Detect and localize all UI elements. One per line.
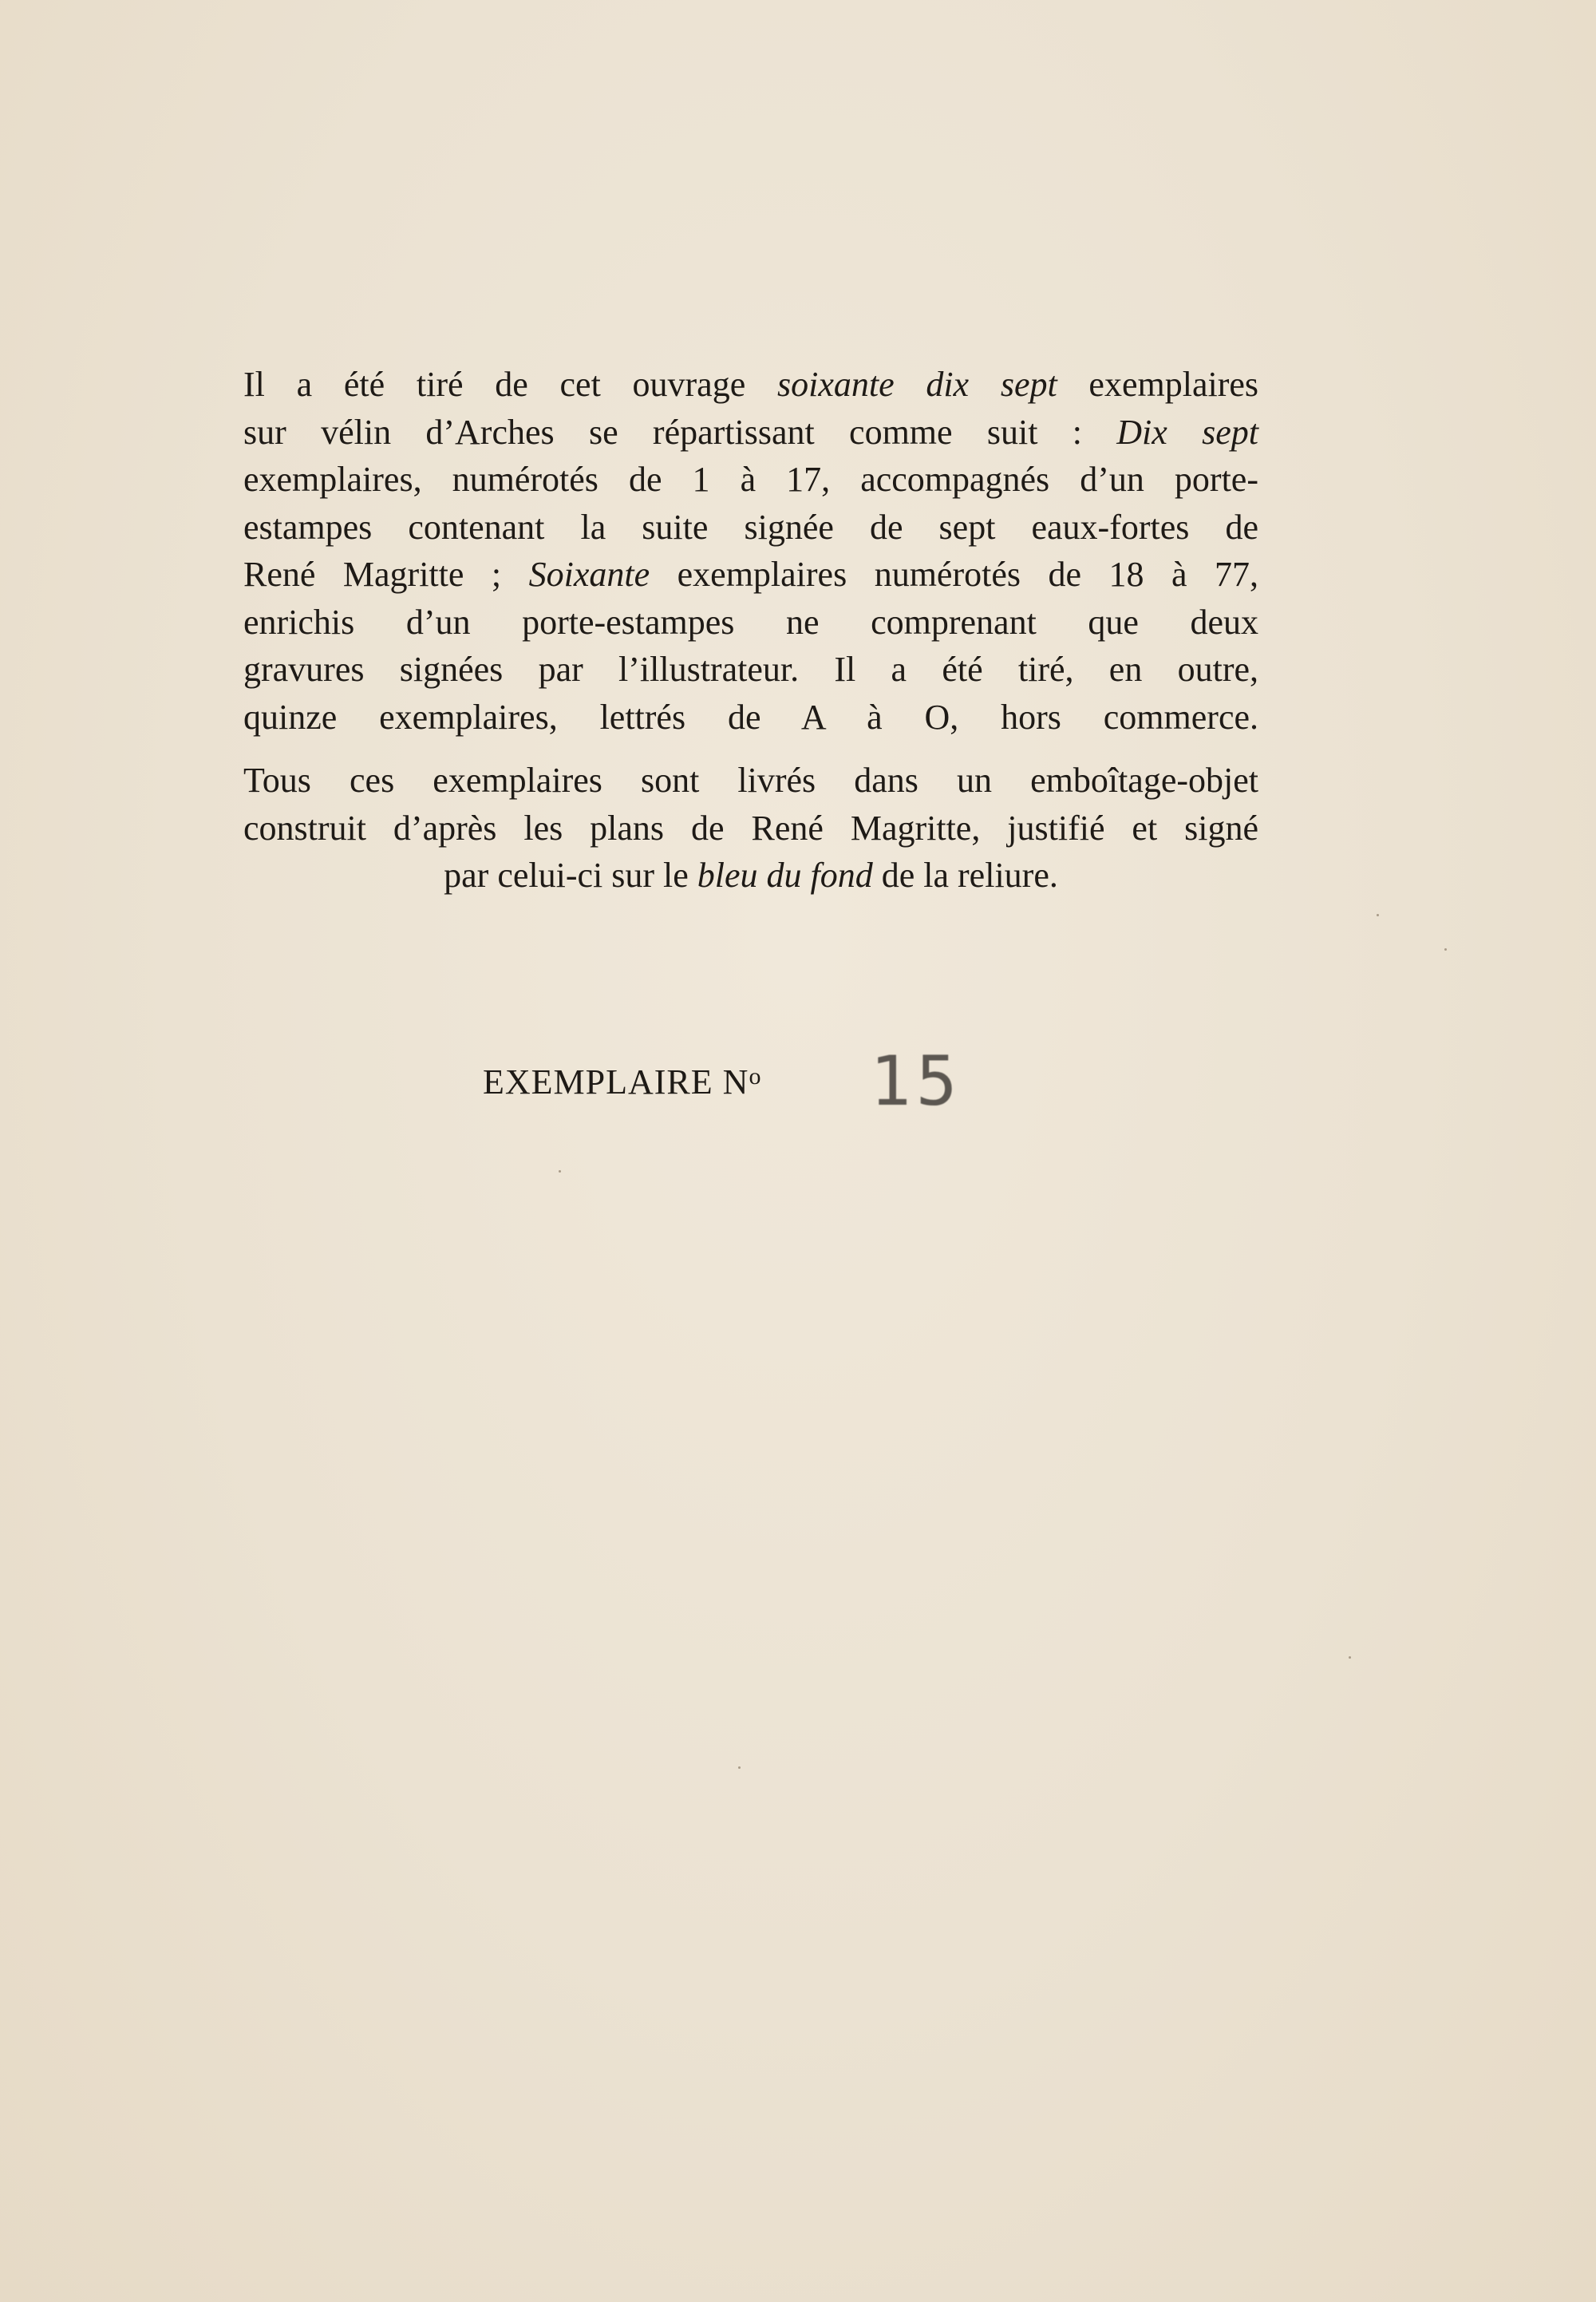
- colophon-paragraph-1: [243, 361, 1258, 741]
- paper-speck: [1444, 948, 1447, 951]
- text-line: quinze exemplaires, lettrés de A à O, hors commerce.: [243, 697, 1258, 737]
- paper-speck: [559, 1170, 561, 1173]
- copy-number-label: [483, 1062, 761, 1102]
- text-line: [243, 551, 1258, 599]
- text-line: exemplaires, numérotés de 1 à 17, accompagnés d’un porte-: [243, 460, 1258, 499]
- paper-speck: [1377, 914, 1379, 916]
- text-line: enrichis d’un porte-estampes ne comprenant que deux: [243, 602, 1258, 642]
- text-line: [243, 361, 1258, 409]
- text-run: exemplaires: [1057, 365, 1259, 404]
- text-line: estampes contenant la suite signée de sept eaux-fortes de: [243, 507, 1258, 547]
- text-run: René Magritte ;: [243, 555, 529, 594]
- paper-speck: [1349, 1656, 1351, 1659]
- italic-run: soixante dix sept: [776, 365, 1057, 404]
- text-run: Il a été tiré de cet ouvrage: [243, 365, 777, 404]
- text-run: de la reliure.: [872, 856, 1058, 895]
- italic-run: Soixante: [528, 555, 650, 594]
- italic-run: Dix sept: [1116, 412, 1258, 452]
- text-line: construit d’après les plans de René Magritte, justifié et signé: [243, 808, 1258, 848]
- text-run: par celui-ci sur le: [444, 856, 697, 895]
- paper-speck: [738, 1766, 741, 1769]
- copy-number-stamp: 15: [870, 1042, 962, 1121]
- italic-run: bleu du fond: [697, 856, 873, 895]
- text-line: gravures signées par l’illustrateur. Il a été tiré, en outre,: [243, 650, 1258, 689]
- text-run: exemplaires numérotés de 18 à 77,: [650, 555, 1258, 594]
- text-line: [243, 409, 1258, 457]
- copy-label-superscript: o: [749, 1063, 762, 1090]
- copy-label-text: EXEMPLAIRE N: [483, 1062, 749, 1102]
- text-run: sur vélin d’Arches se répartissant comme suit :: [243, 412, 1117, 452]
- colophon-text: [243, 361, 1258, 900]
- text-line: [243, 852, 1258, 900]
- colophon-paragraph-2: [243, 757, 1258, 900]
- text-line: Tous ces exemplaires sont livrés dans un emboîtage-objet: [243, 761, 1258, 800]
